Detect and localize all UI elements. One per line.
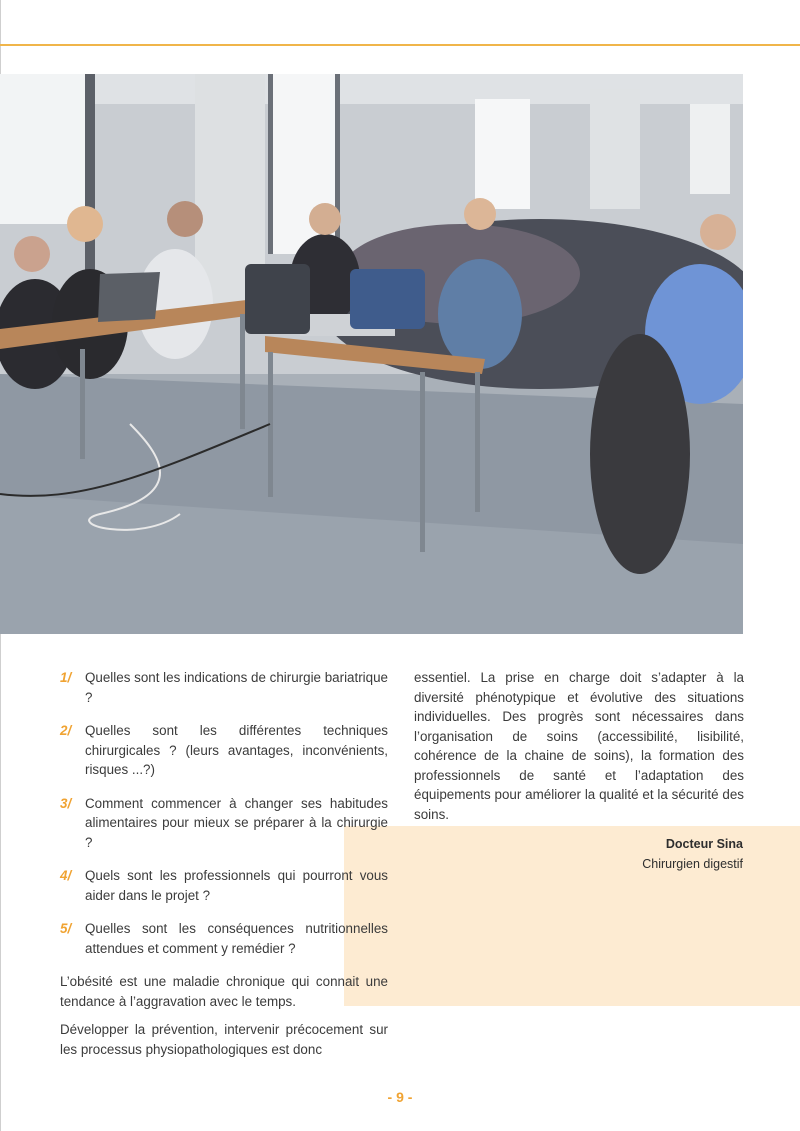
question-number: 3/: [60, 795, 72, 811]
question-item: [60, 794, 388, 853]
question-item: [60, 668, 388, 707]
question-number: 2/: [60, 723, 72, 738]
page-number: - 9 -: [387, 1089, 413, 1105]
question-item: [60, 721, 388, 780]
question-number: 5/: [60, 921, 72, 936]
question-item: [60, 919, 388, 958]
author-role: Chirurgien digestif: [642, 857, 743, 871]
question-number: 1/: [60, 670, 72, 685]
question-text: Quels sont les professionnels qui pourront vous aider dans le projet ?: [85, 868, 388, 903]
question-text: Quelles sont les conséquences nutritionnelles attendues et comment y remédier ?: [85, 921, 388, 956]
meeting-room-photo: [0, 74, 743, 634]
left-column: [60, 668, 388, 1068]
question-text: Quelles sont les différentes techniques chirurgicales ? (leurs avantages, inconvénients, risques ...?): [85, 723, 388, 777]
question-text: Quelles sont les indications de chirurgie bariatrique ?: [85, 670, 388, 705]
right-column: [414, 668, 744, 833]
top-rule: [0, 44, 800, 46]
question-item: [60, 866, 388, 905]
body-paragraph: essentiel. La prise en charge doit s’adapter à la diversité phénotypique et évolutive des situations individuelles. Des progrès sont nécessaires dans l’organisation de soins (accessibilité, lisibilité, cohérence de la chaine de soins), la formation des professionnels de santé et l’adaptation des équipements pour améliorer la qualité et la sécurité des soins.: [414, 670, 744, 822]
signature-block: [642, 834, 743, 874]
body-paragraph: L’obésité est une maladie chronique qui connait une tendance à l’aggravation avec le temps.: [60, 974, 388, 1009]
body-paragraph: Développer la prévention, intervenir précocement sur les processus physiopathologiques est donc: [60, 1022, 388, 1057]
author-name: Docteur Sina: [665, 837, 743, 851]
question-text: Comment commencer à changer ses habitudes alimentaires pour mieux se préparer à la chirurgie ?: [85, 795, 388, 850]
question-number: 4/: [60, 868, 72, 883]
